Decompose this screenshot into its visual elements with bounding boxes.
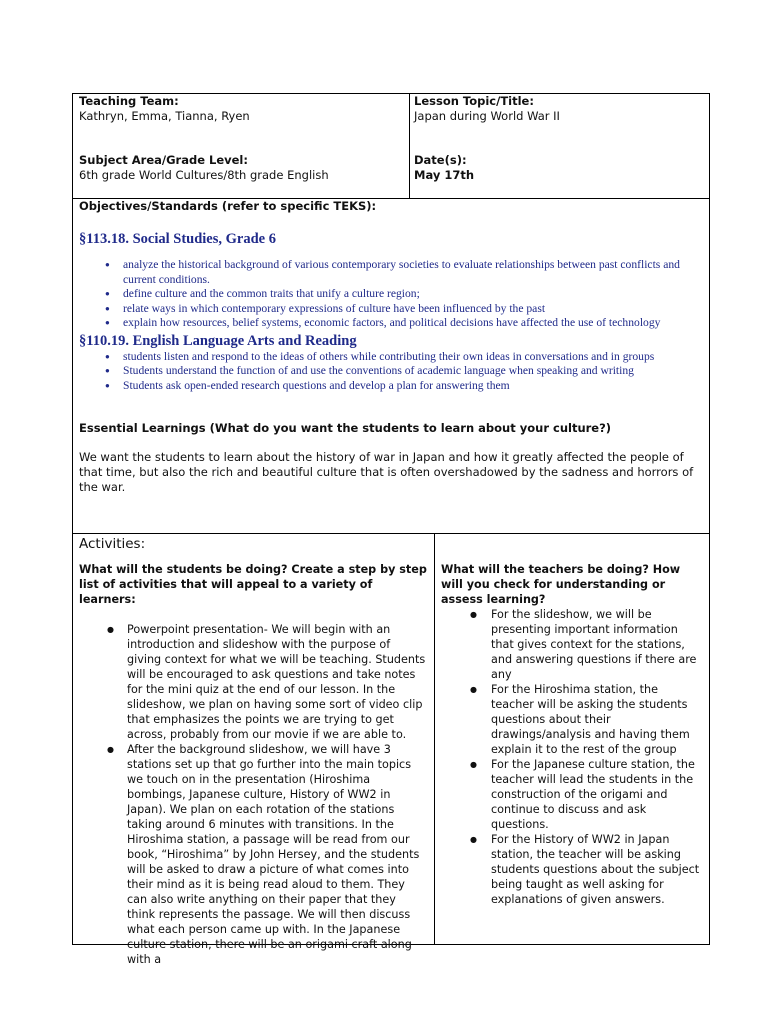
list-item: ● analyze the historical background of various contemporary societies to evaluate relationships between past conflicts and current conditions.: [79, 258, 692, 287]
subject-area-label: Subject Area/Grade Level:: [79, 153, 248, 167]
list-item: ● Students ask open-ended research questions and develop a plan for answering them: [79, 379, 704, 394]
activities-title: Activities:: [79, 536, 146, 552]
student-activities-list: [79, 622, 427, 967]
teaching-team-value: Kathryn, Emma, Tianna, Ryen: [79, 109, 250, 123]
list-item: ● Powerpoint presentation- We will begin with an introduction and slideshow with the purpose of giving context for what we will be teaching. Students will be encouraged to ask questions and take notes for the mini quiz at the end of our lesson. In the slideshow, we plan on having some sort of video clip that emphasizes the points we are trying to get across, probably from our movie if we are able to.: [79, 622, 427, 742]
list-item: ● explain how resources, belief systems, economic factors, and political decisions have affected the use of technology: [79, 316, 692, 331]
teachers-question: What will the teachers be doing? How will you check for understanding or assess learning?: [441, 563, 681, 606]
lesson-plan-table: [72, 93, 710, 966]
social-studies-heading: §113.18. Social Studies, Grade 6: [79, 231, 276, 247]
lesson-topic-label: Lesson Topic/Title:: [414, 94, 534, 108]
list-item: ● For the History of WW2 in Japan station, the teacher will be asking students questions about the subject being taught as well asking for explanations of given answers.: [441, 832, 703, 907]
ela-list: [79, 350, 704, 394]
list-item: ● For the slideshow, we will be presenting important information that gives context for the stations, and answering questions if there are any: [441, 607, 703, 682]
student-activities-cell: [79, 535, 427, 967]
subject-area-value: 6th grade World Cultures/8th grade English: [79, 168, 329, 182]
list-item: ● After the background slideshow, we will have 3 stations set up that go further into the main topics we touch on in the presentation (Hiroshima bombings, Japanese culture, History of WW2 in Japan). We plan on each rotation of the stations taking around 6 minutes with transitions. In the Hiroshima station, a passage will be read from our book, “Hiroshima” by John Hersey, and the students will be asked to draw a picture of what comes into their mind as it is being read aloud to them. They can also write anything on their paper that they think represents the passage. We will then discuss what each person came up with. In the Japanese culture station, there will be an origami craft along with a: [79, 742, 427, 967]
list-item: ● Students understand the function of and use the conventions of academic language when speaking and writing: [79, 364, 704, 379]
list-item: ● For the Hiroshima station, the teacher will be asking the students questions about their drawings/analysis and having them explain it to the rest of the group: [441, 682, 703, 757]
lesson-topic-value: Japan during World War II: [414, 109, 560, 123]
objectives-label: Objectives/Standards (refer to specific TEKS):: [79, 199, 377, 213]
teacher-activities-cell: [441, 562, 703, 907]
objectives-cell: [79, 199, 704, 495]
list-item: ● relate ways in which contemporary expressions of culture have been influenced by the past: [79, 302, 692, 317]
list-item: ● students listen and respond to the ideas of others while contributing their own ideas in conversations and in groups: [79, 350, 704, 365]
dates-label: Date(s):: [414, 153, 467, 167]
column-divider: [434, 533, 435, 944]
column-divider: [409, 94, 410, 198]
social-studies-list: [79, 258, 704, 331]
dates-value: May 17th: [414, 168, 475, 182]
lesson-topic-cell: [414, 94, 704, 183]
teacher-activities-list: [441, 607, 703, 907]
teaching-team-cell: [79, 94, 404, 183]
row-divider: [73, 533, 709, 534]
list-item: ● define culture and the common traits that unify a culture region;: [79, 287, 692, 302]
teaching-team-label: Teaching Team:: [79, 94, 179, 108]
essential-learnings-label: Essential Learnings (What do you want the students to learn about your culture?): [79, 421, 612, 435]
ela-heading: §110.19. English Language Arts and Reading: [79, 332, 357, 349]
essential-learnings-text: We want the students to learn about the history of war in Japan and how it greatly affected the people of that time, but also the rich and beautiful culture that is often overshadowed by the sadness and horrors of the war.: [79, 450, 694, 494]
students-question: What will the students be doing? Create a step by step list of activities that will appeal to a variety of learners:: [79, 563, 427, 606]
list-item: ● For the Japanese culture station, the teacher will lead the students in the construction of the origami and continue to discuss and ask questions.: [441, 757, 703, 832]
